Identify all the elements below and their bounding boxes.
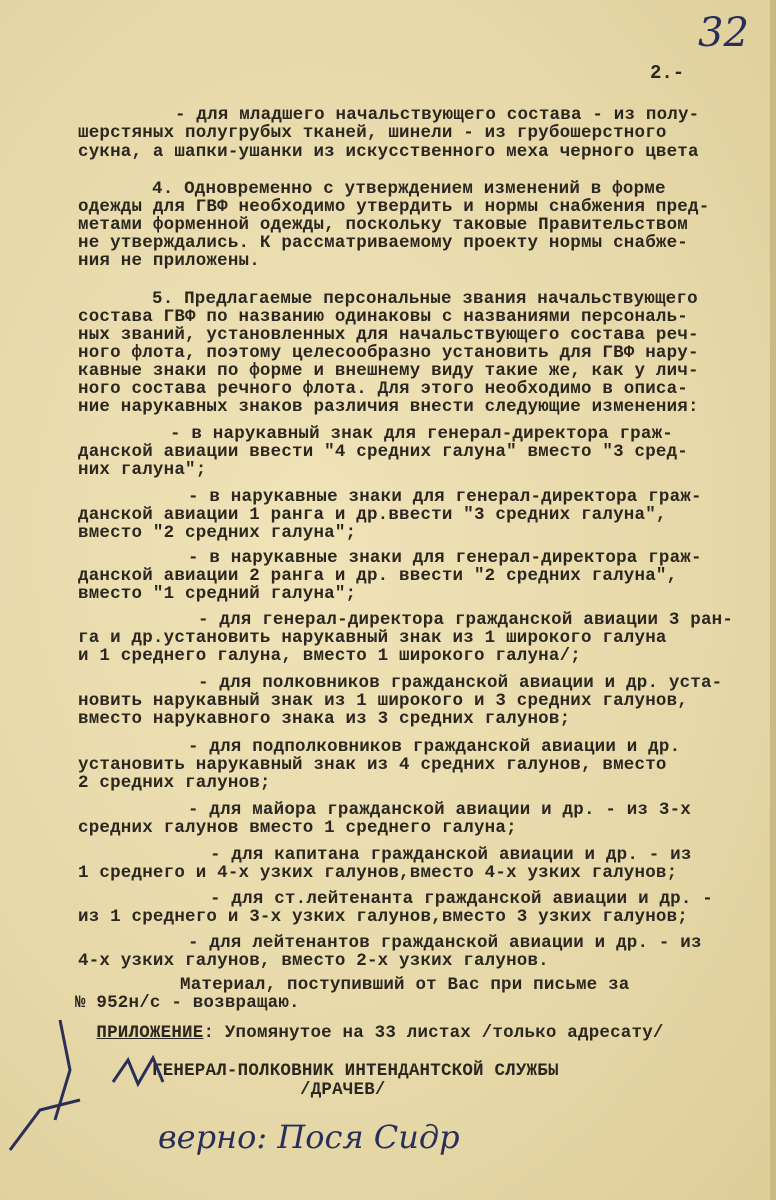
text-line: из 1 среднего и 3-х узких галунов,вместо 3 узких галунов; (78, 907, 688, 927)
text-line: № 952н/с - возвращаю. (75, 993, 300, 1013)
text-line: - для младшего начальствующего состава - из полу- (175, 105, 700, 125)
text-line: - для майора гражданской авиации и др. - из 3-х (188, 800, 691, 820)
page-number: 2.- (650, 62, 685, 84)
text-line: средних галунов вместо 1 среднего галуна; (78, 818, 517, 838)
text-line: - в нарукавные знаки для генерал-директора граж- (188, 548, 702, 568)
text-line: не утверждались. К рассматриваемому проекту нормы снабже- (78, 233, 688, 253)
text-line: - для капитана гражданской авиации и др. - из (210, 845, 692, 865)
text-line: вместо нарукавного знака из 3 средних галунов; (78, 709, 571, 729)
text-line: ния не приложены. (78, 251, 260, 271)
attachment-text: : Упомянутое на 33 листах /только адресату/ (203, 1023, 664, 1043)
text-line: 1 среднего и 4-х узких галунов,вместо 4-х узких галунов; (78, 863, 678, 883)
attachment-line (75, 1006, 664, 1042)
text-line: кавные знаки по форме и внешнему виду такие же, как у лич- (78, 361, 699, 381)
text-line: - для ст.лейтенанта гражданской авиации и др. - (210, 889, 713, 909)
text-line: - в нарукавный знак для генерал-директора граж- (170, 424, 673, 444)
text-line: сукна, а шапки-ушанки из искусственного меха черного цвета (78, 142, 699, 162)
text-line: ного состава речного флота. Для этого необходимо в описа- (78, 379, 688, 399)
handwritten-note: верно: Пося Сидр (158, 1118, 460, 1156)
text-line: - для лейтенантов гражданской авиации и др. - из (188, 933, 702, 953)
text-line: шерстяных полугрубых тканей, шинели - из грубошерстного (78, 123, 667, 143)
text-line: Материал, поступивший от Вас при письме за (180, 975, 630, 995)
text-line: - для полковников гражданской авиации и др. уста- (198, 673, 723, 693)
text-line: ние нарукавных знаков различия внести следующие изменения: (78, 397, 699, 417)
text-line: 4-х узких галунов, вместо 2-х узких галунов. (78, 951, 549, 971)
folio-number: 32 (698, 10, 749, 56)
text-line: вместо "1 средний галуна"; (78, 584, 357, 604)
text-line: ного флота, поэтому целесообразно установить для ГВФ нару- (78, 343, 699, 363)
text-line: ных званий, установленных для начальствующего состава реч- (78, 325, 699, 345)
page-edge (770, 0, 776, 1200)
text-line: новить нарукавный знак из 1 широкого и 3 средних галунов, (78, 691, 688, 711)
text-line: данской авиации 1 ранга и др.ввести "3 средних галуна", (78, 505, 667, 525)
text-line: 4. Одновременно с утверждением изменений в форме (152, 179, 666, 199)
text-line: установить нарукавный знак из 4 средних галунов, вместо (78, 755, 667, 775)
text-line: - для подполковников гражданской авиации и др. (188, 737, 681, 757)
text-line: состава ГВФ по названию одинаковы с названиями персональ- (78, 307, 688, 327)
attachment-label: ПРИЛОЖЕНИЕ (96, 1023, 204, 1043)
margin-handwriting-mark (0, 1010, 110, 1160)
text-line: и 1 среднего галуна, вместо 1 широкого галуна/; (78, 646, 581, 666)
text-line: - в нарукавные знаки для генерал-директора граж- (188, 487, 702, 507)
signature-scribble (108, 1052, 168, 1092)
text-line: метами форменной одежды, поскольку таковые Правительством (78, 215, 688, 235)
text-line: вместо "2 средних галуна"; (78, 523, 357, 543)
text-line: одежды для ГВФ необходимо утвердить и нормы снабжения пред- (78, 197, 710, 217)
text-line: - для генерал-директора гражданской авиации 3 ран- (198, 610, 734, 630)
signature-title: ГЕНЕРАЛ-ПОЛКОВНИК ИНТЕНДАНТСКОЙ СЛУЖБЫ (152, 1061, 559, 1081)
text-line: 2 средних галунов; (78, 773, 271, 793)
text-line: данской авиации ввести "4 средних галуна" вместо "3 сред- (78, 442, 688, 462)
text-line: них галуна"; (78, 460, 207, 480)
text-line: га и др.установить нарукавный знак из 1 широкого галуна (78, 628, 667, 648)
text-line: 5. Предлагаемые персональные звания начальствующего (152, 289, 698, 309)
text-line: данской авиации 2 ранга и др. ввести "2 средних галуна", (78, 566, 678, 586)
signature-name: /ДРАЧЕВ/ (300, 1080, 386, 1100)
